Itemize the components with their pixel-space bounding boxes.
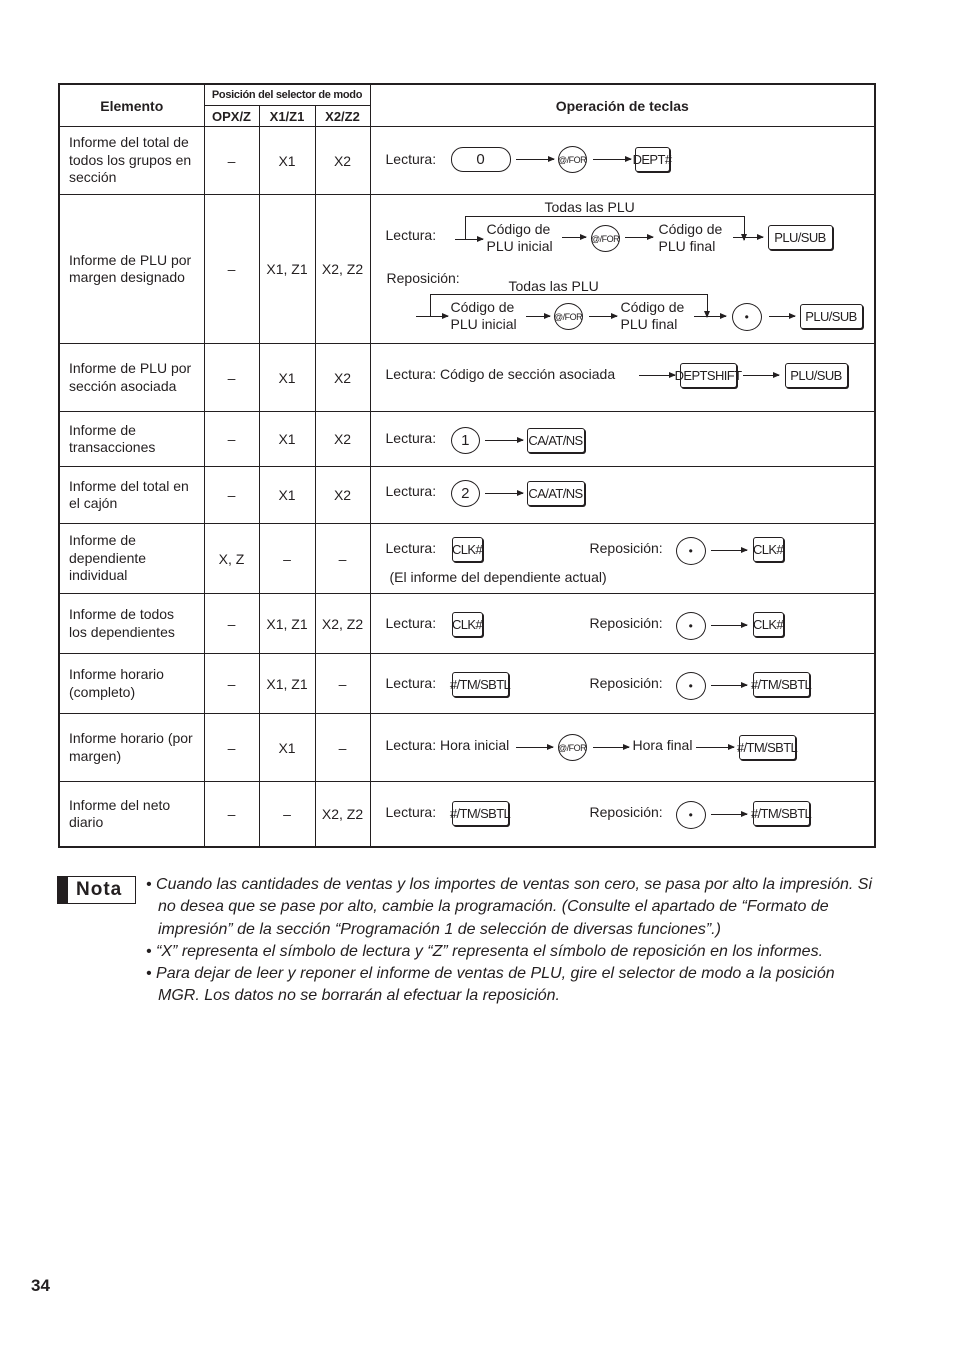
key-deptshift: DEPTSHIFT — [680, 363, 737, 388]
table-row — [59, 467, 875, 524]
arrow-icon — [696, 747, 734, 748]
row-x1z1: X1, Z1 — [259, 654, 315, 714]
lectura-seccion-label: Lectura: Código de sección asociada — [385, 366, 616, 382]
bracket-line — [430, 294, 431, 317]
key-tm-sbtl: #/TM/SBTL — [452, 672, 509, 697]
key-tm-sbtl: #/TM/SBTL — [739, 735, 796, 760]
row-opxz: – — [204, 127, 259, 195]
arrow-icon — [639, 375, 675, 376]
row-x2z2: X2 — [315, 467, 370, 524]
hora-final-label: Hora final — [632, 737, 693, 753]
table-row — [59, 782, 875, 848]
arrow-icon — [562, 237, 586, 238]
table-row — [59, 344, 875, 412]
row-x2z2: X2, Z2 — [315, 594, 370, 654]
header-mode-selector: Posición del selector de modo — [204, 84, 370, 106]
key-dot: • — [676, 672, 706, 700]
plu-inicial-label: PLU inicial — [486, 238, 553, 254]
key-plu-sub: PLU/SUB — [785, 363, 848, 388]
lectura-label: Lectura: — [385, 615, 437, 631]
key-1: 1 — [451, 427, 480, 454]
row-item: Informe de dependiente individual — [59, 524, 204, 594]
row-x2z2: X2 — [315, 127, 370, 195]
lectura-hora-label: Lectura: Hora inicial — [385, 737, 510, 753]
arrow-icon — [694, 316, 726, 317]
key-tm-sbtl: #/TM/SBTL — [452, 801, 509, 826]
nota-badge — [57, 876, 136, 904]
row-opxz: – — [204, 714, 259, 782]
row-operation — [370, 467, 875, 524]
row-item: Informe de todos los dependientes — [59, 594, 204, 654]
table-row — [59, 594, 875, 654]
note-item: • Cuando las cantidades de ventas y los importes de ventas son cero, se pasa por alto la impresión. Si no desea que se pase por alto, cambie la programación. (Consulte el apartado de “Formato de impresión” de la sección “Programación 1 de selección de diversas funciones”.) — [146, 876, 872, 938]
lectura-label: Lectura: — [385, 540, 437, 556]
table-row — [59, 127, 875, 195]
arrow-icon — [516, 159, 554, 160]
key-dot: • — [676, 612, 706, 640]
plu-final-label: PLU final — [658, 238, 716, 254]
arrow-icon — [711, 814, 747, 815]
key-at-for: @/FOR — [558, 734, 587, 761]
row-x1z1: – — [259, 782, 315, 848]
plu-final-label: PLU final — [620, 316, 678, 332]
row-operation — [370, 412, 875, 467]
row-x2z2: X2 — [315, 412, 370, 467]
row-operation — [370, 782, 875, 848]
row-opxz: – — [204, 654, 259, 714]
row-x1z1: X1 — [259, 714, 315, 782]
row-opxz: – — [204, 195, 259, 344]
key-clk: CLK# — [452, 537, 483, 562]
arrow-icon — [593, 747, 629, 748]
key-tm-sbtl: #/TM/SBTL — [753, 672, 810, 697]
key-ca-at-ns: CA/AT/NS — [527, 481, 585, 506]
row-item: Informe del neto diario — [59, 782, 204, 848]
lectura-label: Lectura: — [385, 804, 437, 820]
arrow-icon — [589, 316, 617, 317]
row-x1z1: – — [259, 524, 315, 594]
row-item: Informe horario (por margen) — [59, 714, 204, 782]
bracket-line — [465, 216, 745, 217]
row-item: Informe del total de todos los grupos en sección — [59, 127, 204, 195]
row-item: Informe del total en el cajón — [59, 467, 204, 524]
arrow-icon — [526, 316, 550, 317]
table-row — [59, 195, 875, 344]
codigo-de-label: Código de — [620, 299, 685, 315]
arrow-icon — [711, 550, 747, 551]
nota-bar-icon — [58, 877, 68, 903]
row-item: Informe de PLU por sección asociada — [59, 344, 204, 412]
plu-inicial-label: PLU inicial — [450, 316, 517, 332]
key-clk: CLK# — [452, 612, 483, 637]
row-opxz: – — [204, 467, 259, 524]
row-operation — [370, 524, 875, 594]
row-x1z1: X1 — [259, 344, 315, 412]
row-opxz: – — [204, 594, 259, 654]
reposicion-label: Reposición: — [589, 675, 663, 691]
table-row — [59, 524, 875, 594]
row-x2z2: – — [315, 654, 370, 714]
row-operation — [370, 714, 875, 782]
key-at-for: @/FOR — [591, 225, 620, 252]
reposicion-label: Reposición: — [386, 270, 460, 286]
key-dot: • — [676, 801, 706, 829]
lectura-label: Lectura: — [385, 675, 437, 691]
row-x2z2: – — [315, 714, 370, 782]
arrow-icon — [485, 493, 523, 494]
todas-plu-label: Todas las PLU — [544, 199, 635, 215]
header-x2z2: X2/Z2 — [315, 106, 370, 127]
lectura-label: Lectura: — [385, 483, 437, 499]
arrow-icon — [516, 747, 553, 748]
lectura-label: Lectura: — [385, 151, 437, 167]
key-dot: • — [732, 303, 762, 331]
row-item: Informe de transacciones — [59, 412, 204, 467]
header-operation: Operación de teclas — [370, 84, 875, 127]
row-operation — [370, 127, 875, 195]
key-clk: CLK# — [753, 537, 784, 562]
table-row — [59, 654, 875, 714]
row-operation — [370, 594, 875, 654]
row-x1z1: X1 — [259, 467, 315, 524]
row-item: Informe de PLU por margen designado — [59, 195, 204, 344]
row-opxz: – — [204, 412, 259, 467]
codigo-de-label: Código de — [658, 221, 723, 237]
key-at-for: @/FOR — [554, 303, 583, 330]
arrow-icon — [707, 294, 708, 317]
key-dot: • — [676, 537, 706, 565]
row-x2z2: X2, Z2 — [315, 782, 370, 848]
table-row — [59, 714, 875, 782]
bracket-line — [465, 216, 466, 240]
row-x2z2: X2 — [315, 344, 370, 412]
row-x1z1: X1, Z1 — [259, 195, 315, 344]
arrow-icon — [485, 440, 523, 441]
reposicion-label: Reposición: — [589, 804, 663, 820]
key-dept: DEPT# — [635, 147, 670, 172]
key-plu-sub: PLU/SUB — [800, 304, 863, 329]
arrow-icon — [733, 237, 763, 238]
header-x1z1: X1/Z1 — [259, 106, 315, 127]
dependiente-actual-note: (El informe del dependiente actual) — [389, 569, 607, 585]
arrow-icon — [416, 316, 448, 317]
note-item: • “X” representa el símbolo de lectura y “Z” representa el símbolo de reposición en los informes. — [146, 942, 824, 960]
lectura-label: Lectura: — [385, 227, 437, 243]
codigo-de-label: Código de — [486, 221, 551, 237]
bracket-line — [430, 294, 708, 295]
todas-plu-label: Todas las PLU — [508, 278, 599, 294]
row-opxz: – — [204, 344, 259, 412]
key-2: 2 — [451, 480, 480, 507]
reposicion-label: Reposición: — [589, 540, 663, 556]
report-operations-table — [58, 83, 876, 848]
row-operation — [370, 654, 875, 714]
key-tm-sbtl: #/TM/SBTL — [753, 801, 810, 826]
row-x1z1: X1 — [259, 127, 315, 195]
notes-list — [146, 874, 876, 1008]
row-x1z1: X1 — [259, 412, 315, 467]
row-x2z2: – — [315, 524, 370, 594]
row-operation — [370, 195, 875, 344]
key-plu-sub: PLU/SUB — [768, 225, 833, 250]
arrow-icon — [769, 316, 795, 317]
page-number: 34 — [31, 1276, 50, 1295]
arrow-icon — [593, 159, 631, 160]
key-ca-at-ns: CA/AT/NS — [527, 428, 585, 453]
row-item: Informe horario (completo) — [59, 654, 204, 714]
header-item: Elemento — [59, 84, 204, 127]
arrow-icon — [743, 375, 779, 376]
arrow-icon — [711, 625, 747, 626]
key-0: 0 — [451, 147, 511, 172]
row-x2z2: X2, Z2 — [315, 195, 370, 344]
arrow-icon — [455, 239, 483, 240]
arrow-icon — [625, 237, 653, 238]
lectura-label: Lectura: — [385, 430, 437, 446]
row-operation — [370, 344, 875, 412]
key-at-for: @/FOR — [558, 146, 587, 173]
row-opxz: – — [204, 782, 259, 848]
header-opxz: OPX/Z — [204, 106, 259, 127]
nota-label: Nota — [76, 879, 123, 900]
row-x1z1: X1, Z1 — [259, 594, 315, 654]
key-clk: CLK# — [753, 612, 784, 637]
codigo-de-label: Código de — [450, 299, 515, 315]
table-row — [59, 412, 875, 467]
reposicion-label: Reposición: — [589, 615, 663, 631]
row-opxz: X, Z — [204, 524, 259, 594]
note-item: • Para dejar de leer y reponer el informe de ventas de PLU, gire el selector de modo a la posición MGR. Los datos no se borrarán al efectuar la reposición. — [146, 965, 835, 1005]
arrow-icon — [711, 685, 747, 686]
